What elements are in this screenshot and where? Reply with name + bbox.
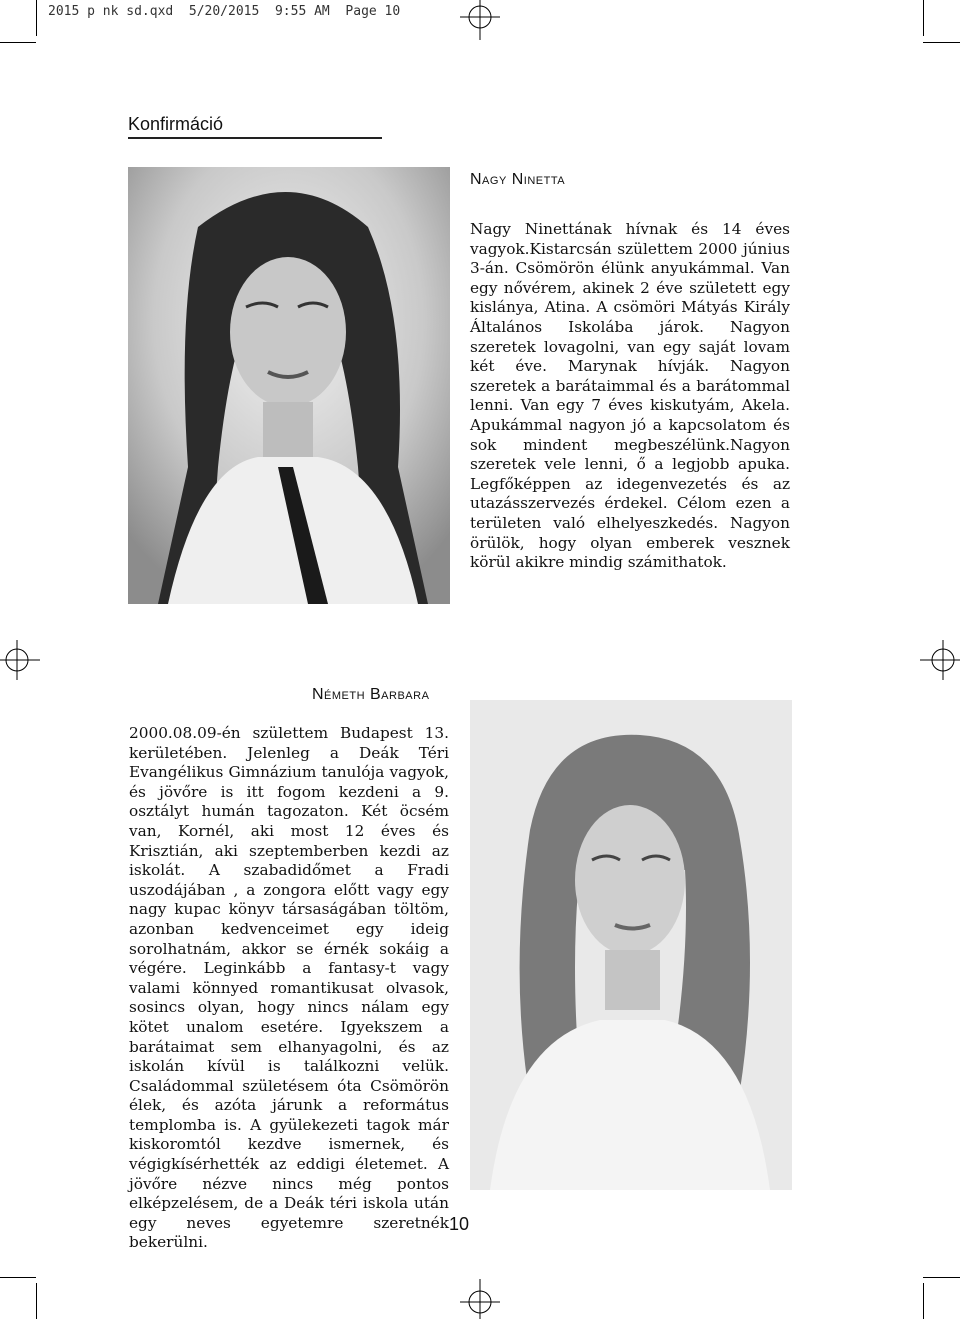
crop-mark — [923, 1283, 924, 1319]
crop-mark — [36, 0, 37, 36]
section-title: Konfirmáció — [128, 114, 224, 134]
crop-mark — [0, 42, 36, 43]
print-slug: 2015 p nk sd.qxd 5/20/2015 9:55 AM Page 10 — [48, 4, 401, 19]
portrait-image-icon — [128, 167, 450, 604]
registration-mark-icon — [460, 1279, 500, 1319]
registration-mark-icon — [920, 640, 960, 680]
page-number: 10 — [449, 1214, 470, 1234]
registration-mark-icon — [460, 0, 500, 40]
profile-bio: 2000.08.09-én születtem Budapest 13. kerületében. Jelenleg a Deák Téri Evangélikus Gimnázium tanulója vagyok, és jövőre is itt fogom kezdeni a 9. osztályt humán tagozaton. Két öcsém van, Kornél, aki most 12 éves és Krisztián, aki szeptemberben kezdi az iskolát. A szabadidőmet a Fradi uszodájában , a zongora előtt vagy egy nagy kupac könyv társaságában töltöm, azonban kedvenceimet egy ideig sorolhatnám, akkor se érnék sokáig a végére. Leginkább a fantasy-t vagy valami könnyed romantikusat olvasok, sosincs olyan, hogy nincs nálam egy kötet unalom esetére. Igyekszem a barátaimat sem elhanyagolni, és az iskolán kívül is találkozni velük. Családommal születésem óta Csömörön élek, és azóta járunk a református templomba is. A gyülekezeti tagok már kiskoromtól kezdve ismernek, és végigkísérhették az eddigi életemet. A jövőre nézve nincs még pontos elképzelésem, de a Deák téri iskola után egy neves egyetemre szeretnék bekerülni. — [129, 724, 449, 1252]
crop-mark — [923, 42, 960, 43]
portrait-photo-ninetta — [128, 167, 450, 604]
crop-mark — [923, 0, 924, 36]
profile-name: Németh Barbara — [312, 686, 430, 703]
crop-mark — [0, 1277, 36, 1278]
crop-mark — [923, 1277, 960, 1278]
section-divider — [128, 137, 382, 139]
portrait-image-icon — [470, 700, 792, 1190]
registration-mark-icon — [0, 640, 40, 680]
profile-bio: Nagy Ninettának hívnak és 14 éves vagyok.Kistarcsán születtem 2000 június 3-án. Csömörön élünk anyukámmal. Van egy nővérem, akinek 2 éve született egy kislánya, Atina. A csömöri Mátyás Király Általános Iskolába járok. Nagyon szeretek lovagolni, van egy saját lovam két éve. Marynak hívják. Nagyon szeretek a barátaimmal és a barátommal lenni. Van egy 7 éves kiskutyám, Akela. Apukámmal nagyon jó a kapcsolatom és sok mindent megbeszélünk.Nagyon szeretek vele lenni, ő a legjobb apuka. Legfőképpen az idegenvezetés és az utazásszervezés érdekel. Célom ezen a területen való elhelyeszkedés. Nagyon örülök, hogy olyan emberek vesznek körül akikre mindig számithatok. — [470, 220, 790, 572]
portrait-photo-barbara — [470, 700, 792, 1190]
profile-name: Nagy Ninetta — [470, 171, 566, 188]
crop-mark — [36, 1283, 37, 1319]
